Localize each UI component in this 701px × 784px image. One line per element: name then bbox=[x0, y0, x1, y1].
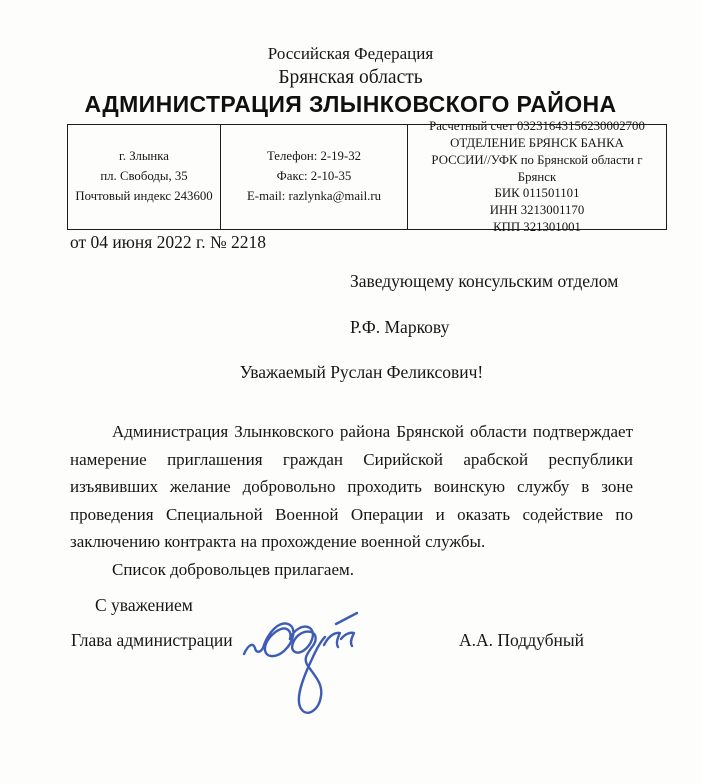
address-line: г. Злынка bbox=[119, 149, 169, 164]
handwritten-signature-icon bbox=[232, 597, 372, 719]
header-country: Российская Федерация bbox=[267, 44, 434, 63]
letterhead bbox=[0, 44, 701, 118]
contacts-cell bbox=[221, 125, 408, 229]
kpp-line: КПП 321301001 bbox=[493, 220, 581, 235]
fax-line: Факс: 2-10-35 bbox=[276, 169, 352, 184]
bank-account-line: Расчетный счет 03231643156230002700 bbox=[429, 118, 645, 133]
letterhead-info-table bbox=[67, 118, 667, 235]
bik-line: БИК 011501101 bbox=[494, 186, 580, 201]
closing-regards: С уважением bbox=[95, 595, 193, 615]
header-organization-title: АДМИНИСТРАЦИЯ ЗЛЫНКОВСКОГО РАЙОНА bbox=[84, 91, 617, 117]
addressee-position: Заведующему консульским отделом bbox=[350, 271, 619, 291]
addressee-name: Р.Ф. Маркову bbox=[350, 317, 450, 337]
bank-name-line: РОССИИ//УФК по Брянской области г Брянск bbox=[431, 152, 643, 184]
signer-name: А.А. Поддубный bbox=[459, 630, 585, 650]
email-line: E-mail: razlynka@mail.ru bbox=[246, 188, 382, 203]
address-line: пл. Свободы, 35 bbox=[100, 169, 188, 184]
bank-name-line: ОТДЕЛЕНИЕ БРЯНСК БАНКА bbox=[450, 135, 624, 150]
phone-line: Телефон: 2-19-32 bbox=[266, 149, 362, 164]
body-paragraph: Администрация Злынковского района Брянской области подтверждает намерение приглашения граждан Сирийской арабской республики изъявивших желание добровольно проходить воинскую службу в зоне проведения Специальной Военной Операции и оказать содействие по заключению контракта на прохождение военной службы. bbox=[70, 422, 633, 551]
address-cell bbox=[68, 125, 221, 229]
letter-body bbox=[70, 418, 633, 583]
reference-number-line: от 04 июня 2022 г. № 2218 bbox=[70, 232, 267, 252]
signer-position: Глава администрации bbox=[71, 630, 233, 650]
body-paragraph: Список добровольцев прилагаем. bbox=[112, 559, 355, 579]
address-line: Почтовый индекс 243600 bbox=[75, 188, 213, 203]
bank-details-cell bbox=[408, 118, 666, 235]
header-region: Брянская область bbox=[278, 67, 423, 88]
salutation: Уважаемый Руслан Феликсович! bbox=[239, 362, 484, 382]
inn-line: ИНН 3213001170 bbox=[489, 203, 585, 218]
